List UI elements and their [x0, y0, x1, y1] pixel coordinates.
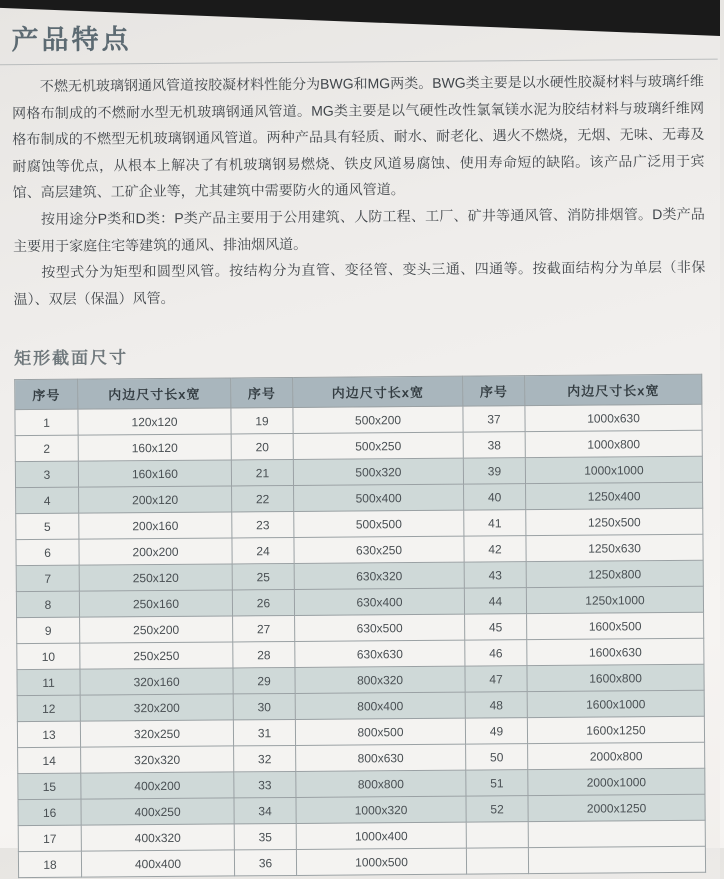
serial-cell: 31 — [233, 720, 295, 746]
size-cell: 800x320 — [295, 666, 465, 693]
size-cell: 1600x1250 — [527, 717, 704, 744]
size-cell: 1000x400 — [296, 822, 466, 849]
serial-cell: 7 — [16, 565, 79, 591]
serial-cell: 9 — [17, 617, 80, 643]
serial-cell: 8 — [16, 591, 79, 617]
size-cell: 630x500 — [295, 614, 465, 641]
paragraph-shape-classes: 按型式分为矩型和圆型风管。按结构分为直管、变径管、变头三通、四通等。按截面结构分为单层（非保温）、双层（保温）风管。 — [13, 258, 706, 307]
serial-cell: 4 — [16, 487, 79, 513]
size-cell: 200x200 — [79, 538, 232, 565]
serial-cell: 49 — [465, 718, 527, 744]
serial-cell: 6 — [16, 539, 79, 565]
paragraph-product-classes: 不燃无机玻璃钢通风管道按胶凝材料性能分为BWG和MG两类。BWG类主要是以水硬性胶凝材料与玻璃纤维网格布制成的不燃耐水型无机玻璃钢通风管道。MG类主要是以气硬性改性氯氧镁水泥为胶结材料与玻璃纤维网格布制成的不燃型无机玻璃钢通风管道。两种产品具有轻质、耐水、耐老化、遇火不燃烧，无烟、无味、无毒及耐腐蚀等优点，从根本上解决了有机玻璃钢易燃烧、铁皮风道易腐蚀、使用寿命短的缺陷。该产品广泛用于宾馆、高层建筑、工矿企业等，尤其建筑中需要防火的通风管道。 — [12, 72, 705, 201]
size-cell: 2000x1000 — [528, 769, 705, 796]
serial-cell: 20 — [231, 434, 293, 460]
serial-cell: 19 — [231, 408, 293, 434]
size-cell — [528, 847, 705, 874]
size-cell: 1000x320 — [296, 796, 466, 823]
size-cell: 250x160 — [79, 590, 232, 617]
serial-cell: 33 — [234, 772, 296, 798]
size-cell: 500x400 — [294, 484, 464, 511]
size-cell: 1250x500 — [526, 509, 703, 536]
size-cell: 400x200 — [81, 772, 234, 799]
page-title: 产品特点 — [11, 24, 132, 56]
serial-cell: 16 — [18, 799, 81, 825]
size-cell: 800x400 — [295, 692, 465, 719]
size-cell: 1600x1000 — [527, 691, 704, 718]
serial-cell: 29 — [233, 668, 295, 694]
serial-cell: 24 — [232, 538, 294, 564]
size-cell: 160x120 — [78, 434, 231, 461]
size-cell: 1000x1000 — [525, 457, 702, 484]
size-cell: 500x250 — [293, 432, 463, 459]
serial-cell: 34 — [234, 798, 296, 824]
serial-cell: 18 — [18, 851, 81, 877]
serial-cell: 52 — [466, 796, 528, 822]
serial-cell: 30 — [233, 694, 295, 720]
header-serial: 序号 — [231, 378, 293, 408]
size-cell: 320x200 — [80, 694, 233, 721]
size-cell: 320x320 — [81, 746, 234, 773]
serial-cell: 41 — [464, 510, 526, 536]
serial-cell: 12 — [17, 695, 80, 721]
size-cell: 630x400 — [294, 588, 464, 615]
size-cell: 2000x800 — [528, 743, 705, 770]
serial-cell: 2 — [15, 435, 78, 461]
serial-cell: 47 — [465, 666, 527, 692]
serial-cell: 13 — [17, 721, 80, 747]
serial-cell: 37 — [463, 406, 525, 432]
serial-cell — [466, 848, 528, 874]
size-cell: 400x320 — [81, 824, 234, 851]
size-cell: 500x200 — [293, 406, 463, 433]
size-cell: 160x160 — [78, 460, 231, 487]
size-cell: 250x250 — [80, 642, 233, 669]
size-cell: 500x320 — [293, 458, 463, 485]
header-serial: 序号 — [463, 376, 525, 406]
size-cell: 1000x500 — [296, 848, 466, 875]
serial-cell: 3 — [15, 461, 78, 487]
serial-cell: 15 — [18, 773, 81, 799]
serial-cell: 42 — [464, 536, 526, 562]
section-title: 矩形截面尺寸 — [13, 348, 129, 369]
serial-cell: 51 — [466, 770, 528, 796]
serial-cell: 32 — [234, 746, 296, 772]
size-table — [14, 374, 706, 878]
serial-cell: 17 — [18, 825, 81, 851]
header-size: 内边尺寸长x宽 — [525, 375, 702, 406]
size-cell — [528, 821, 705, 848]
serial-cell: 50 — [466, 744, 528, 770]
serial-cell: 23 — [232, 512, 294, 538]
serial-cell: 26 — [232, 590, 294, 616]
paragraph-usage-classes: 按用途分P类和D类：P类产品主要用于公用建筑、人防工程、工厂、矿井等通风管、消防排烟管。D类产品主要用于家庭住宅等建筑的通风、排油烟风道。 — [13, 205, 705, 254]
serial-cell: 1 — [15, 409, 78, 435]
serial-cell: 27 — [233, 616, 295, 642]
size-cell: 1600x800 — [527, 665, 704, 692]
size-cell: 1600x630 — [527, 639, 704, 666]
title-divider — [0, 59, 718, 66]
size-cell: 630x250 — [294, 536, 464, 563]
serial-cell: 22 — [232, 486, 294, 512]
serial-cell: 44 — [464, 588, 526, 614]
serial-cell: 48 — [465, 692, 527, 718]
size-cell: 120x120 — [78, 408, 231, 435]
serial-cell: 11 — [17, 669, 80, 695]
serial-cell: 45 — [465, 614, 527, 640]
serial-cell: 28 — [233, 642, 295, 668]
size-cell: 630x630 — [295, 640, 465, 667]
size-cell: 1250x400 — [526, 483, 703, 510]
size-cell: 630x320 — [294, 562, 464, 589]
serial-cell: 5 — [16, 513, 79, 539]
size-cell: 800x630 — [296, 744, 466, 771]
serial-cell: 43 — [464, 562, 526, 588]
size-cell: 1000x630 — [525, 405, 702, 432]
serial-cell: 38 — [463, 432, 525, 458]
size-cell: 1250x1000 — [526, 587, 703, 614]
serial-cell — [466, 822, 528, 848]
header-size: 内边尺寸长x宽 — [78, 378, 231, 409]
size-cell: 500x500 — [294, 510, 464, 537]
serial-cell: 14 — [18, 747, 81, 773]
serial-cell: 10 — [17, 643, 80, 669]
size-cell: 320x250 — [80, 720, 233, 747]
size-cell: 1000x800 — [525, 431, 702, 458]
intro-paragraphs — [12, 68, 706, 313]
size-cell: 200x160 — [79, 512, 232, 539]
size-cell: 400x250 — [81, 798, 234, 825]
header-serial: 序号 — [15, 379, 78, 409]
serial-cell: 46 — [465, 640, 527, 666]
size-cell: 250x120 — [79, 564, 232, 591]
serial-cell: 21 — [231, 460, 293, 486]
size-cell: 200x120 — [79, 486, 232, 513]
size-cell: 1250x800 — [526, 561, 703, 588]
size-cell: 1250x630 — [526, 535, 703, 562]
size-cell: 1600x500 — [527, 613, 704, 640]
serial-cell: 39 — [463, 458, 525, 484]
size-cell: 2000x1250 — [528, 795, 705, 822]
header-size: 内边尺寸长x宽 — [293, 376, 463, 407]
serial-cell: 25 — [232, 564, 294, 590]
serial-cell: 36 — [234, 850, 296, 876]
size-cell: 400x400 — [81, 850, 234, 877]
size-cell: 800x800 — [296, 770, 466, 797]
size-cell: 320x160 — [80, 668, 233, 695]
serial-cell: 40 — [464, 484, 526, 510]
size-cell: 800x500 — [295, 718, 465, 745]
size-cell: 250x200 — [80, 616, 233, 643]
size-table-body — [15, 405, 706, 878]
table-row — [18, 847, 705, 878]
serial-cell: 35 — [234, 824, 296, 850]
catalog-page — [0, 3, 724, 879]
